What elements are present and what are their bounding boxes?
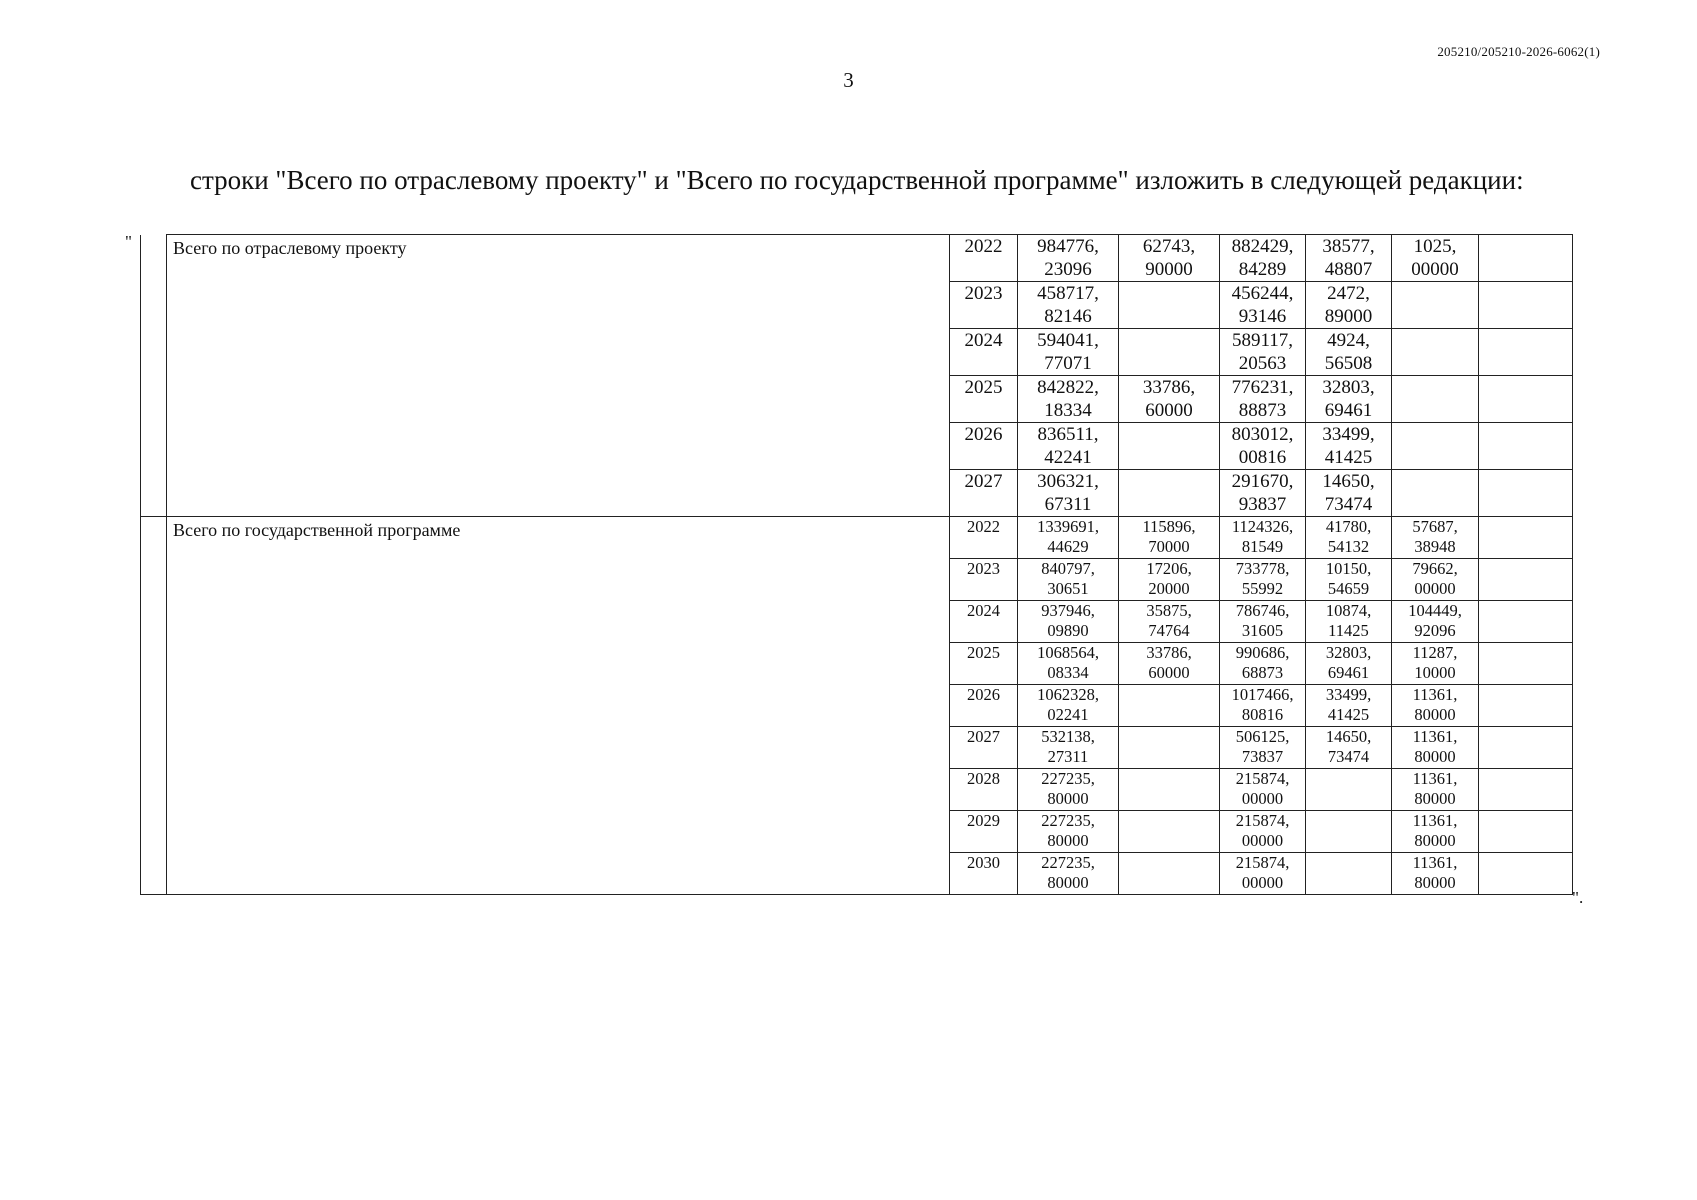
amount-part: 458717, (1037, 283, 1099, 304)
amount-part: 80000 (1414, 873, 1456, 892)
amount-cell-c5 (1392, 811, 1479, 853)
amount-part: 589117, (1231, 330, 1294, 351)
empty-column-cell (141, 235, 167, 517)
amount-cell-c3 (1220, 601, 1306, 643)
amount-cell-c3 (1220, 643, 1306, 685)
amount-part: 00816 (1238, 447, 1287, 468)
amount-cell-c1 (1018, 601, 1119, 643)
amount-cell-c2 (1119, 235, 1220, 282)
year-cell: 2025 (950, 376, 1018, 423)
amount-cell-c5 (1392, 376, 1479, 423)
amount-cell-c5 (1392, 470, 1479, 517)
amount-part: 227235, (1041, 811, 1095, 830)
amount-part: 33786, (1146, 643, 1192, 662)
amount-cell-c2 (1119, 329, 1220, 376)
amount-part: 42241 (1044, 447, 1092, 468)
amount-part: 09890 (1047, 621, 1089, 640)
amount-cell-c3 (1220, 470, 1306, 517)
amount-cell-c1 (1018, 423, 1119, 470)
amount-part: 54132 (1327, 537, 1370, 556)
year-cell: 2023 (950, 559, 1018, 601)
amount-part: 1124326, (1231, 517, 1294, 536)
opening-quote: " (125, 232, 132, 251)
amount-part: 215874, (1235, 853, 1290, 872)
intro-text: строки "Всего по отраслевому проекту" и "Всего по государственной программе" изложить в следующей редакции: (190, 165, 1524, 195)
amount-cell-c2 (1119, 601, 1220, 643)
amount-part: 215874, (1235, 811, 1290, 830)
amount-part: 54659 (1327, 579, 1370, 598)
amount-part: 90000 (1145, 259, 1193, 280)
amount-cell-c1 (1018, 811, 1119, 853)
amount-part: 77071 (1044, 353, 1092, 374)
empty-trailing-cell (1479, 282, 1573, 329)
year-cell: 2024 (950, 601, 1018, 643)
amount-part: 836511, (1037, 424, 1099, 445)
amount-cell-c3 (1220, 811, 1306, 853)
amount-cell-c3 (1220, 517, 1306, 559)
amount-cell-c1 (1018, 559, 1119, 601)
year-cell: 2027 (950, 470, 1018, 517)
amount-cell-c4 (1306, 811, 1392, 853)
amount-cell-c1 (1018, 282, 1119, 329)
year-cell: 2026 (950, 685, 1018, 727)
amount-part: 1062328, (1037, 685, 1099, 704)
amount-cell-c2 (1119, 282, 1220, 329)
amount-part: 990686, (1235, 643, 1290, 662)
amount-cell-c5 (1392, 601, 1479, 643)
amount-part: 506125, (1235, 727, 1290, 746)
amount-part: 67311 (1044, 494, 1092, 515)
amount-part: 00000 (1414, 579, 1456, 598)
amount-part: 733778, (1235, 559, 1290, 578)
amount-cell-c4 (1306, 470, 1392, 517)
year-cell: 2029 (950, 811, 1018, 853)
year-cell: 2027 (950, 727, 1018, 769)
amount-part: 68873 (1241, 663, 1284, 682)
empty-trailing-cell (1479, 643, 1573, 685)
amount-cell-c5 (1392, 685, 1479, 727)
amount-cell-c4 (1306, 559, 1392, 601)
amount-cell-c5 (1392, 643, 1479, 685)
table-row (141, 235, 1573, 282)
amount-part: 842822, (1037, 377, 1099, 398)
page-number: 3 (843, 68, 854, 92)
amount-part: 80816 (1241, 705, 1284, 724)
amount-part: 306321, (1037, 471, 1099, 492)
amount-part: 00000 (1241, 831, 1284, 850)
amount-part: 11361, (1412, 727, 1458, 746)
amount-part: 11361, (1412, 769, 1458, 788)
amount-cell-c4 (1306, 853, 1392, 895)
amount-cell-c5 (1392, 423, 1479, 470)
amount-cell-c1 (1018, 329, 1119, 376)
empty-trailing-cell (1479, 517, 1573, 559)
amount-part: 984776, (1037, 236, 1099, 257)
amount-cell-c3 (1220, 853, 1306, 895)
amount-part: 80000 (1047, 873, 1089, 892)
amount-part: 10000 (1414, 663, 1456, 682)
amount-part: 10874, (1325, 601, 1372, 620)
amount-part: 776231, (1231, 377, 1294, 398)
amount-cell-c5 (1392, 853, 1479, 895)
amount-cell-c1 (1018, 517, 1119, 559)
amount-cell-c5 (1392, 282, 1479, 329)
amount-part: 79662, (1412, 559, 1458, 578)
amount-cell-c2 (1119, 559, 1220, 601)
amount-part: 1068564, (1037, 643, 1099, 662)
amount-part: 80000 (1414, 747, 1456, 766)
amount-cell-c1 (1018, 853, 1119, 895)
empty-trailing-cell (1479, 601, 1573, 643)
amount-part: 38948 (1414, 537, 1456, 556)
amount-part: 00000 (1241, 873, 1284, 892)
amount-cell-c1 (1018, 769, 1119, 811)
amount-part: 73837 (1241, 747, 1284, 766)
amount-part: 11287, (1412, 643, 1458, 662)
amount-part: 38577, (1322, 236, 1375, 257)
amount-part: 20000 (1148, 579, 1190, 598)
amount-part: 1339691, (1037, 517, 1099, 536)
amount-part: 17206, (1146, 559, 1192, 578)
empty-trailing-cell (1479, 235, 1573, 282)
amount-part: 81549 (1241, 537, 1284, 556)
amount-part: 56508 (1324, 353, 1373, 374)
amount-cell-c4 (1306, 517, 1392, 559)
amount-part: 31605 (1241, 621, 1284, 640)
amount-part: 48807 (1324, 259, 1373, 280)
table-row (141, 517, 1573, 559)
amount-part: 80000 (1047, 831, 1089, 850)
amount-cell-c3 (1220, 329, 1306, 376)
amount-cell-c2 (1119, 853, 1220, 895)
amount-cell-c2 (1119, 517, 1220, 559)
amount-part: 74764 (1148, 621, 1190, 640)
amount-cell-c3 (1220, 235, 1306, 282)
amount-part: 55992 (1241, 579, 1284, 598)
amount-cell-c2 (1119, 643, 1220, 685)
amount-part: 11361, (1412, 853, 1458, 872)
amount-cell-c5 (1392, 559, 1479, 601)
section-label: Всего по государственной программе (167, 517, 950, 895)
amount-part: 11425 (1328, 621, 1369, 640)
amount-part: 532138, (1041, 727, 1095, 746)
amount-cell-c2 (1119, 423, 1220, 470)
empty-trailing-cell (1479, 376, 1573, 423)
amount-part: 882429, (1231, 236, 1294, 257)
document-id: 205210/205210-2026-6062(1) (1437, 44, 1600, 59)
year-cell: 2023 (950, 282, 1018, 329)
year-cell: 2024 (950, 329, 1018, 376)
amount-part: 00000 (1411, 259, 1459, 280)
amount-part: 93146 (1238, 306, 1287, 327)
amount-part: 115896, (1142, 517, 1196, 536)
closing-quote: ". (1572, 888, 1584, 907)
amount-part: 73474 (1324, 494, 1373, 515)
empty-trailing-cell (1479, 727, 1573, 769)
amount-part: 44629 (1047, 537, 1089, 556)
amount-cell-c4 (1306, 685, 1392, 727)
amount-part: 60000 (1148, 663, 1190, 682)
amount-cell-c2 (1119, 727, 1220, 769)
year-cell: 2030 (950, 853, 1018, 895)
empty-trailing-cell (1479, 685, 1573, 727)
amount-part: 33499, (1322, 424, 1375, 445)
amount-part: 227235, (1041, 853, 1095, 872)
amount-part: 1017466, (1231, 685, 1294, 704)
amount-part: 69461 (1327, 663, 1370, 682)
year-cell: 2026 (950, 423, 1018, 470)
amount-part: 73474 (1327, 747, 1370, 766)
amount-cell-c2 (1119, 769, 1220, 811)
amount-part: 2472, (1327, 283, 1370, 304)
amount-part: 786746, (1235, 601, 1290, 620)
amount-part: 57687, (1412, 517, 1458, 536)
empty-trailing-cell (1479, 470, 1573, 517)
amount-cell-c2 (1119, 470, 1220, 517)
amount-cell-c5 (1392, 517, 1479, 559)
amount-part: 937946, (1041, 601, 1095, 620)
amount-cell-c4 (1306, 235, 1392, 282)
empty-trailing-cell (1479, 853, 1573, 895)
amount-cell-c5 (1392, 769, 1479, 811)
empty-trailing-cell (1479, 811, 1573, 853)
amount-part: 18334 (1044, 400, 1092, 421)
amount-part: 41425 (1324, 447, 1373, 468)
year-cell: 2028 (950, 769, 1018, 811)
empty-column-cell (141, 517, 167, 895)
amount-cell-c4 (1306, 282, 1392, 329)
amount-part: 82146 (1044, 306, 1092, 327)
section-label: Всего по отраслевому проекту (167, 235, 950, 517)
amount-cell-c3 (1220, 423, 1306, 470)
amount-part: 11361, (1412, 685, 1458, 704)
amount-part: 08334 (1047, 663, 1089, 682)
amount-part: 80000 (1414, 831, 1456, 850)
amount-part: 60000 (1145, 400, 1193, 421)
amount-part: 32803, (1322, 377, 1375, 398)
amount-part: 291670, (1231, 471, 1294, 492)
amount-part: 41425 (1327, 705, 1370, 724)
amount-part: 4924, (1327, 330, 1370, 351)
amount-part: 33499, (1325, 685, 1372, 704)
amount-cell-c4 (1306, 376, 1392, 423)
amount-part: 89000 (1324, 306, 1373, 327)
amount-part: 62743, (1142, 236, 1196, 257)
amount-cell-c5 (1392, 727, 1479, 769)
amount-cell-c4 (1306, 329, 1392, 376)
amount-cell-c3 (1220, 685, 1306, 727)
amount-cell-c3 (1220, 282, 1306, 329)
amount-part: 227235, (1041, 769, 1095, 788)
amount-part: 88873 (1238, 400, 1287, 421)
amount-part: 80000 (1047, 789, 1089, 808)
amount-part: 41780, (1325, 517, 1372, 536)
amount-part: 30651 (1047, 579, 1089, 598)
year-cell: 2022 (950, 517, 1018, 559)
amount-cell-c3 (1220, 727, 1306, 769)
amount-part: 23096 (1044, 259, 1092, 280)
amount-cell-c2 (1119, 811, 1220, 853)
amount-cell-c5 (1392, 235, 1479, 282)
amount-cell-c3 (1220, 559, 1306, 601)
amount-part: 215874, (1235, 769, 1290, 788)
empty-trailing-cell (1479, 329, 1573, 376)
amount-cell-c5 (1392, 329, 1479, 376)
amount-cell-c1 (1018, 470, 1119, 517)
budget-table (140, 234, 1573, 895)
amount-cell-c1 (1018, 685, 1119, 727)
amount-part: 27311 (1047, 747, 1089, 766)
amount-part: 840797, (1041, 559, 1095, 578)
amount-part: 14650, (1322, 471, 1375, 492)
amount-part: 80000 (1414, 789, 1456, 808)
amount-cell-c1 (1018, 376, 1119, 423)
amount-part: 456244, (1231, 283, 1294, 304)
amount-cell-c1 (1018, 727, 1119, 769)
year-cell: 2025 (950, 643, 1018, 685)
amount-part: 00000 (1241, 789, 1284, 808)
amount-cell-c1 (1018, 643, 1119, 685)
table-body (141, 235, 1573, 895)
empty-trailing-cell (1479, 559, 1573, 601)
amount-cell-c4 (1306, 601, 1392, 643)
amount-part: 32803, (1325, 643, 1372, 662)
amount-part: 14650, (1325, 727, 1372, 746)
amount-part: 92096 (1414, 621, 1456, 640)
amount-part: 35875, (1146, 601, 1192, 620)
amount-part: 70000 (1148, 537, 1190, 556)
amount-cell-c4 (1306, 769, 1392, 811)
amount-part: 02241 (1047, 705, 1089, 724)
amount-part: 20563 (1238, 353, 1287, 374)
amount-cell-c4 (1306, 643, 1392, 685)
amount-cell-c4 (1306, 727, 1392, 769)
amount-part: 80000 (1414, 705, 1456, 724)
amount-part: 11361, (1412, 811, 1458, 830)
amount-part: 69461 (1324, 400, 1373, 421)
amount-part: 33786, (1142, 377, 1196, 398)
empty-trailing-cell (1479, 423, 1573, 470)
amount-part: 84289 (1238, 259, 1287, 280)
amount-part: 93837 (1238, 494, 1287, 515)
amount-part: 594041, (1037, 330, 1099, 351)
amount-cell-c2 (1119, 685, 1220, 727)
amount-cell-c2 (1119, 376, 1220, 423)
empty-trailing-cell (1479, 769, 1573, 811)
amount-part: 10150, (1325, 559, 1372, 578)
amount-cell-c4 (1306, 423, 1392, 470)
amount-part: 104449, (1408, 601, 1462, 620)
amount-part: 803012, (1231, 424, 1294, 445)
amount-part: 1025, (1413, 236, 1457, 257)
amount-cell-c3 (1220, 376, 1306, 423)
amount-cell-c3 (1220, 769, 1306, 811)
year-cell: 2022 (950, 235, 1018, 282)
amount-cell-c1 (1018, 235, 1119, 282)
